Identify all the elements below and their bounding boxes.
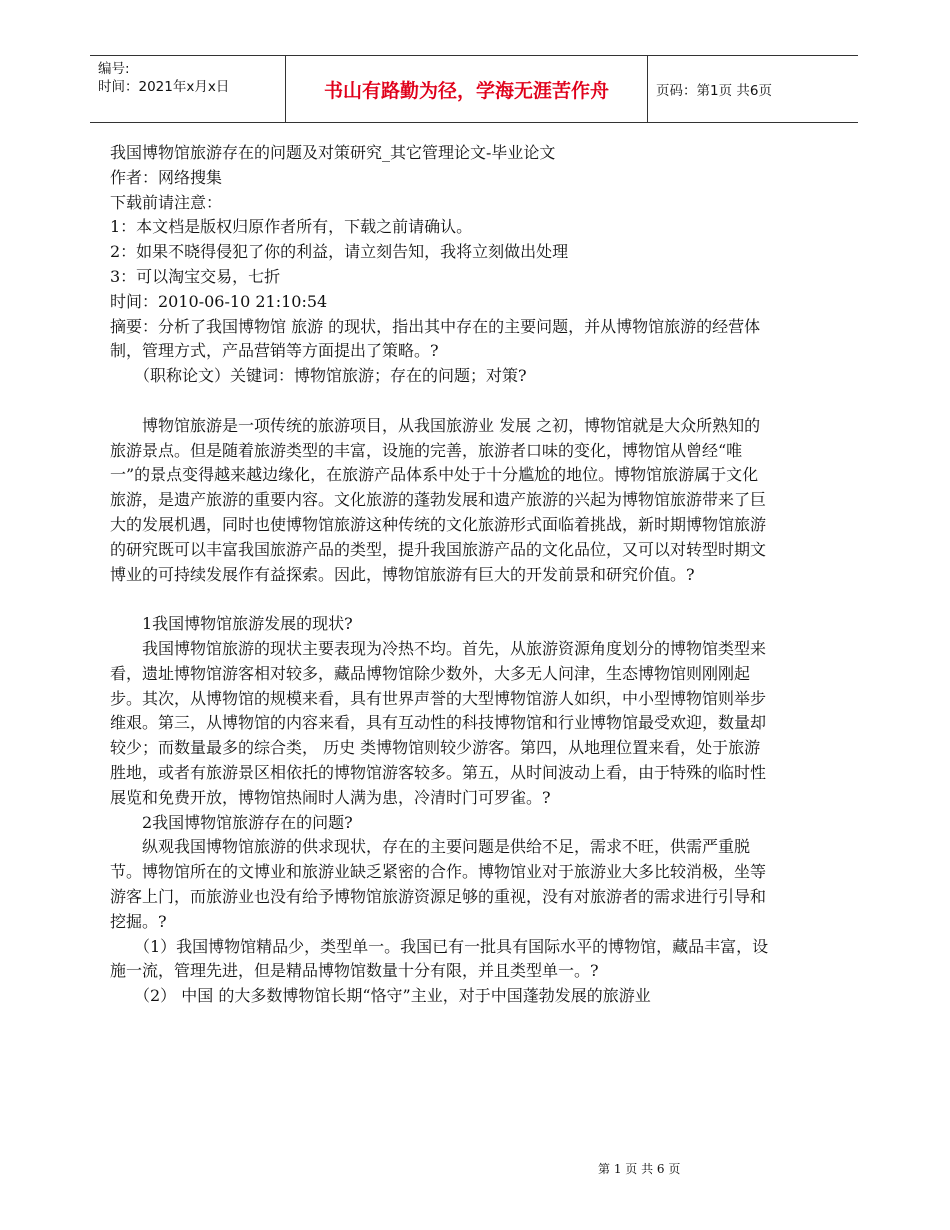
page-footer: 第 1 页 共 6 页 — [598, 1162, 681, 1176]
notice-item: 2：如果不晓得侵犯了你的利益，请立刻告知，我将立刻做出处理 — [110, 242, 569, 262]
list-item-2: （2） 中国 的大多数博物馆长期“恪守”主业，对于中国蓬勃发展的旅游业 — [134, 986, 651, 1006]
header-meta — [98, 60, 283, 96]
notice-item: 3：可以淘宝交易，七折 — [110, 266, 281, 286]
header-page-info: 页码：第1页 共6页 — [656, 83, 772, 99]
header-motto: 书山有路勤为径，学海无涯苦作舟 — [323, 80, 609, 102]
document-header — [90, 55, 858, 123]
section-2-title: 2我国博物馆旅游存在的问题? — [142, 812, 353, 832]
spacer — [110, 587, 770, 612]
section-2-body: 纵观我国博物馆旅游的供求现状，存在的主要问题是供给不足，需求不旺，供需严重脱节。博物馆所在的文博业和旅游业缺乏紧密的合作。博物馆业对于旅游业大多比较消极，坐等游客上门，而旅游业也没有给予博物馆旅游资源足够的重视，没有对旅游者的需求进行引导和挖掘。? — [110, 837, 767, 931]
document-body — [110, 141, 770, 1009]
doc-time: 时间：2010-06-10 21:10:54 — [110, 291, 328, 311]
intro-paragraph: 博物馆旅游是一项传统的旅游项目，从我国旅游业 发展 之初，博物馆就是大众所熟知的旅游景点。但是随着旅游类型的丰富，设施的完善，旅游者口味的变化，博物馆从曾经“唯一”的景点变得越来越边缘化，在旅游产品体系中处于十分尴尬的地位。博物馆旅游属于文化旅游，是遗产旅游的重要内容。文化旅游的蓬勃发展和遗产旅游的兴起为博物馆旅游带来了巨大的发展机遇，同时也使博物馆旅游这种传统的文化旅游形式面临着挑战，新时期博物馆旅游的研究既可以丰富我国旅游产品的类型，提升我国旅游产品的文化品位，又可以对转型时期文博业的可持续发展作有益探索。因此，博物馆旅游有巨大的开发前景和研究价值。? — [110, 415, 767, 584]
section-1-title: 1我国博物馆旅游发展的现状? — [142, 614, 353, 634]
notice-title: 下载前请注意： — [110, 192, 223, 212]
section-1-body: 我国博物馆旅游的现状主要表现为冷热不均。首先，从旅游资源角度划分的博物馆类型来看，遗址博物馆游客相对较多，藏品博物馆除少数外，大多无人问津，生态博物馆则刚刚起步。其次，从博物馆的规模来看，具有世界声誉的大型博物馆游人如织，中小型博物馆则举步维艰。第三，从博物馆的内容来看，具有互动性的科技博物馆和行业博物馆最受欢迎，数量却较少；而数量最多的综合类， 历史 类博物馆则较少游客。第四，从地理位置来看，处于旅游胜地，或者有旅游景区相依托的博物馆游客较多。第五，从时间波动上看，由于特殊的临时性展览和免费开放，博物馆热闹时人满为患，冷清时门可罗雀。? — [110, 638, 767, 807]
header-divider — [647, 56, 648, 122]
header-time: 时间：2021年x月x日 — [98, 79, 230, 95]
doc-author: 作者：网络搜集 — [110, 167, 223, 187]
list-item-1: （1）我国博物馆精品少，类型单一。我国已有一批具有国际水平的博物馆，藏品丰富，设施一流，管理先进，但是精品博物馆数量十分有限，并且类型单一。? — [110, 936, 769, 981]
doc-title: 我国博物馆旅游存在的问题及对策研究_其它管理论文-毕业论文 — [110, 143, 556, 162]
spacer — [110, 389, 770, 414]
header-number: 编号: — [98, 61, 130, 77]
notice-item: 1：本文档是版权归原作者所有，下载之前请确认。 — [110, 217, 473, 237]
keywords: （职称论文）关键词：博物馆旅游；存在的问题；对策? — [134, 366, 527, 386]
abstract: 摘要：分析了我国博物馆 旅游 的现状，指出其中存在的主要问题，并从博物馆旅游的经营体制，管理方式，产品营销等方面提出了策略。? — [110, 316, 761, 361]
